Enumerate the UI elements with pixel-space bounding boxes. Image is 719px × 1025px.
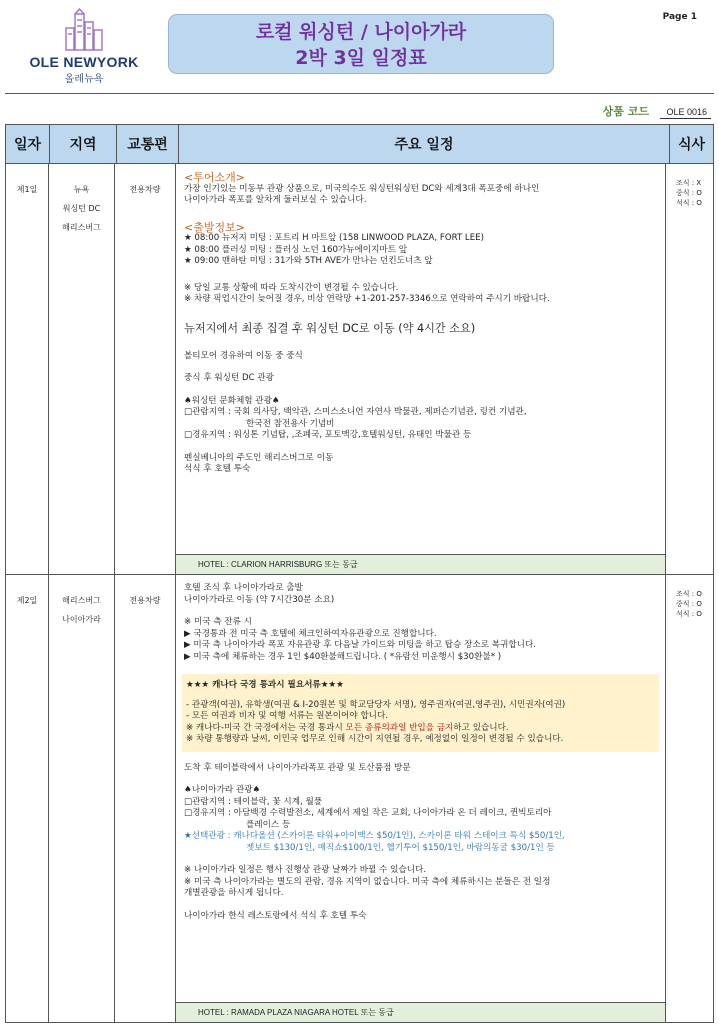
meal-item: 석식 : O (676, 199, 702, 207)
page-title (168, 14, 554, 74)
transfer-line: 뉴저지에서 최종 집결 후 워싱턴 DC로 이동 (약 4시간 소요) (184, 321, 476, 335)
schedule-line: 나이아가라 한식 레스토랑에서 석식 후 호텔 투숙 (184, 910, 367, 921)
header-day: 일자 (6, 125, 50, 163)
tour-desc-line: 가장 인기있는 미동부 관광 상품으로, 미국의수도 워싱턴워싱턴 DC와 세계3대 폭포중에 하나인 (184, 183, 540, 194)
schedule-line: 볼티모어 경유하여 이동 중 중식 (184, 350, 303, 361)
departure-item: ★ 08:00 플러싱 미팅 : 플러싱 노던 160가뉴에이지마트 앞 (184, 244, 408, 255)
product-code-label: 상품 코드 (602, 105, 649, 118)
schedule-line: 호텔 조식 후 나이아가라로 출발 (184, 583, 303, 593)
region-item: 나이아가라 (62, 615, 101, 624)
region-item: 뉴욕 (73, 185, 90, 194)
logo-name: OLE NEWYORK (29, 54, 139, 70)
day-label: 제1일 (6, 164, 49, 574)
visit-line: □관람지역 : 국회 의사당, 백악관, 스미스소니언 자연사 박물관, 제퍼슨기념관, 링컨 기념관, (184, 407, 527, 417)
product-code (603, 103, 711, 119)
transport-cell: 전용차량 (115, 164, 176, 574)
visit-line: □관람지역 : 테이블락, 꽃 시계, 월풀 (184, 796, 323, 807)
itinerary-table (5, 124, 714, 1023)
day-label: 제2일 (6, 575, 49, 1022)
schedule-line: 중식 후 워싱턴 DC 관광 (184, 373, 274, 383)
tour-intro-title: <투어소개> (184, 171, 245, 184)
meal-item: 석식 : O (676, 610, 702, 618)
note-line: ※ 미국 측 나이아가라는 별도의 관람, 경유 지역이 없습니다. 미국 측에 체류하시는 분들은 전 일정 (184, 876, 551, 887)
note-line: ※ 당일 교통 상황에 따라 도착시간이 변경될 수 있습니다. (184, 282, 399, 293)
header-schedule: 주요 일정 (179, 125, 670, 163)
tour-heading: ♠워싱턴 문화체험 관광♠ (184, 395, 280, 406)
visit-line: □경유지역 : 아담백경 수력발전소, 세계에서 제일 작은 교회, 나이아가라 온 더 레이크, 퀸빅토리아 (184, 808, 552, 818)
notice-item: - 모든 여권과 비자 및 여행 서류는 원본이어야 합니다. (186, 711, 389, 721)
notice-fruit-line: ※ 캐나다-미국 간 국경에서는 국경 통과시 모든 종류의과일 반입을 금지하고 있습니다. (186, 722, 509, 733)
meal-item: 조식 : X (676, 179, 702, 187)
us-stay-title: ※ 미국 측 잔류 시 (184, 617, 252, 627)
meal-item: 조식 : O (676, 590, 702, 598)
visit-line: 플레이스 등 (246, 819, 291, 830)
departure-title: <출발정보> (184, 220, 245, 234)
hotel-info: HOTEL : CLARION HARRISBURG 또는 동급 (176, 554, 665, 574)
header-meals: 식사 (677, 137, 706, 153)
region-item: 워싱턴 DC (62, 204, 101, 213)
optional-tour-line: 젯보트 $130/1인, 매직쇼$100/1인, 헬기투어 $150/1인, 바람의동굴 $30/1인 등 (246, 842, 555, 853)
header-region: 지역 (50, 125, 117, 163)
company-logo (14, 8, 154, 88)
meals-cell (666, 575, 713, 1022)
notice-item: ※ 차량 통행량과 날씨, 이민국 업무로 인해 시간이 지연될 경우, 예정없이 일정이 변경될 수 있습니다. (186, 734, 564, 744)
schedule-line: 펜실베니아의 주도인 해리스버그로 이동 (184, 452, 334, 463)
notice-item: - 관광객(여권), 유학생(여권 & I-20원본 및 학교담당자 서명), 영주권자(여권,영주권), 시민권자(여권) (186, 699, 566, 710)
note-line: 개별관광을 하시게 됩니다. (184, 888, 284, 898)
notice-title: ★★★ 캐나다 국경 통과시 필요서류★★★ (186, 680, 344, 690)
schedule-line: 나이아가라로 이동 (약 7시간30분 소요) (184, 594, 335, 605)
table-row-day2 (6, 575, 713, 1022)
region-cell (49, 575, 115, 1022)
hotel-info: HOTEL : RAMADA PLAZA NIAGARA HOTEL 또는 동급 (176, 1002, 665, 1022)
visit-line: 한국전 참전용사 기념비 (246, 418, 335, 429)
meal-item: 중식 : O (676, 189, 702, 197)
us-stay-item: ▶ 국경통과 전 미국 측 호텔에 체크인하여자유관광으로 진행합니다. (184, 628, 437, 639)
us-stay-item: ▶ 미국 측 나이아가라 폭포 자유관광 후 다음날 가이드와 미팅을 하고 탑승 장소로 복귀합니다. (184, 640, 537, 650)
city-skyline-icon (62, 8, 106, 52)
departure-item: ★ 08:00 뉴저지 미팅 : 포트리 H 마트앞 (158 LINWOOD PLAZA, FORT LEE) (184, 233, 484, 243)
header-divider (5, 93, 714, 94)
region-item: 해리스버그 (62, 223, 101, 232)
schedule-line: 도착 후 테이블락에서 나이아가라폭포 관광 및 토산품점 방문 (184, 762, 411, 773)
tour-heading: ♠나이아가라 관광♠ (184, 785, 261, 795)
title-line-2: 2박 3일 일정표 (295, 47, 427, 69)
note-line: ※ 나이아가라 일정은 행사 진행상 관광 날짜가 바뀔 수 있습니다. (184, 865, 427, 875)
optional-tour-line: ★선택관광 : 캐나다올션 (스카이론 타워+아이맥스 $50/1인), 스카이론 타워 스테이크 특식 $50/1인, (184, 831, 565, 841)
visit-line: □경유지역 : 워싱톤 기념탑, ,조폐국, 포토맥강,호텔워싱턴, 유태인 박물관 등 (184, 430, 472, 440)
product-code-value: OLE 0016 (660, 107, 711, 119)
header-transport: 교통편 (117, 125, 179, 163)
transport-cell: 전용차량 (115, 575, 176, 1022)
title-line-1: 로컬 워싱턴 / 나이아가라 (255, 21, 467, 43)
us-stay-item: ▶ 미국 측에 체류하는 경우 1인 $40환불해드립니다. ( *유람선 미운행시 $30환불* ) (184, 651, 502, 662)
table-header (6, 125, 713, 164)
region-item: 해리스버그 (62, 596, 101, 605)
meal-item: 중식 : O (676, 600, 702, 608)
note-line: ※ 차량 픽업시간이 늦어질 경우, 비상 연락망 +1-201-257-3346으로 연락하여 주시기 바랍니다. (184, 294, 550, 304)
page-number: Page 1 (662, 12, 697, 22)
logo-subname: 올레뉴욕 (64, 74, 104, 85)
region-cell (49, 164, 115, 574)
schedule-cell (176, 164, 666, 574)
departure-item: ★ 09:00 맨하탄 미팅 : 31가와 5TH AVE가 만나는 던킨도너츠 앞 (184, 256, 433, 266)
schedule-line: 석식 후 호텔 투숙 (184, 464, 251, 474)
meals-cell (666, 164, 713, 574)
fruit-ban-text: 모든 종류의과일 반입을 금지 (345, 722, 454, 733)
border-notice-box (182, 674, 659, 752)
schedule-cell (176, 575, 666, 1022)
table-row-day1 (6, 164, 713, 575)
tour-desc-line: 나이아가라 폭포를 알차게 둘러보실 수 있습니다. (184, 195, 367, 205)
